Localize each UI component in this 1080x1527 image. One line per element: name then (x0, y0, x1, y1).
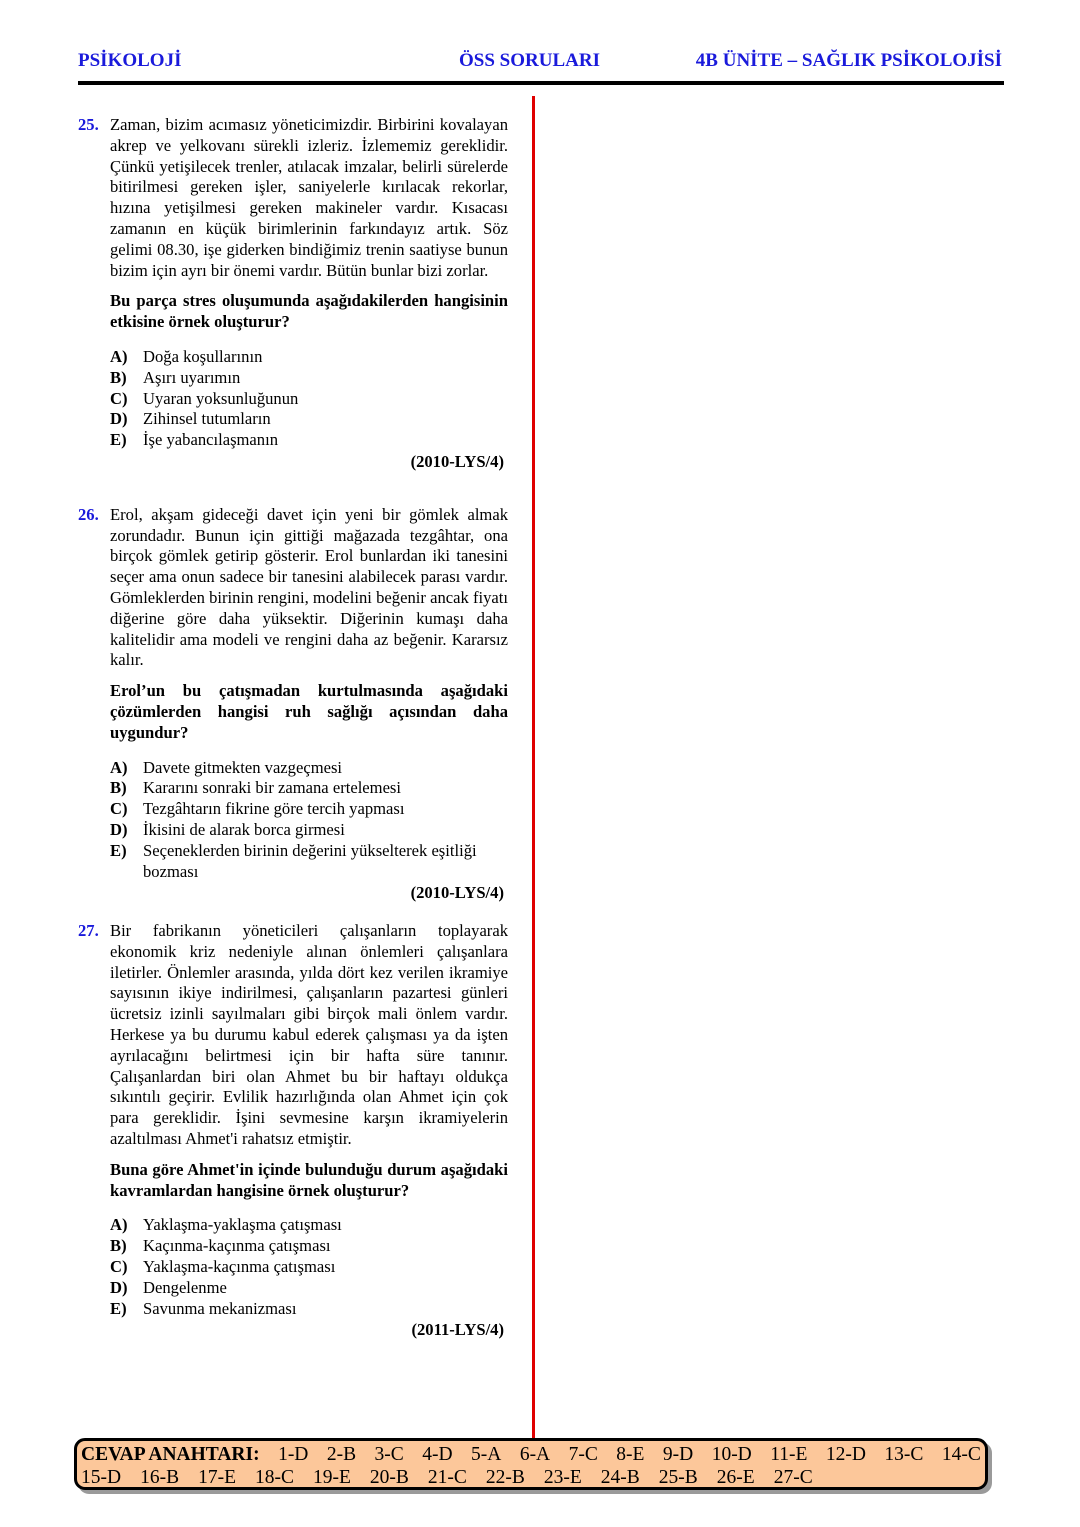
option-text: Kaçınma-kaçınma çatışması (143, 1236, 331, 1256)
question-source: (2011-LYS/4) (411, 1320, 504, 1340)
option-letter: C) (110, 799, 128, 819)
option-c (110, 389, 508, 410)
options-list (110, 1215, 508, 1319)
option-b (110, 778, 508, 799)
option-letter: B) (110, 367, 127, 387)
answer-item: 11-E (770, 1444, 808, 1465)
answer-key-row-1 (81, 1443, 981, 1466)
option-text: Davete gitmekten vazgeçmesi (143, 757, 343, 777)
answer-item: 20-B (369, 1467, 409, 1488)
answer-item: 4-D (422, 1444, 453, 1465)
option-letter: B) (110, 778, 127, 798)
question-26 (78, 505, 508, 904)
option-letter: D) (110, 1277, 128, 1297)
answer-item: 8-E (616, 1444, 645, 1465)
option-text: Savunma mekanizması (143, 1298, 297, 1318)
answer-item: 9-D (662, 1444, 694, 1465)
question-25 (78, 115, 508, 473)
page-header (78, 50, 1002, 78)
answer-item: 1-D (278, 1444, 309, 1465)
option-letter: E) (110, 1298, 127, 1318)
answer-item: 22-B (485, 1467, 525, 1488)
option-d (110, 409, 508, 430)
answer-item: 7-C (568, 1444, 598, 1465)
answer-item: 26-E (716, 1467, 755, 1488)
answer-item: 3-C (374, 1444, 404, 1465)
answer-item: 6-A (519, 1444, 551, 1465)
option-text: Doğa koşullarının (143, 346, 263, 366)
option-text: Yaklaşma-kaçınma çatışması (143, 1257, 336, 1277)
question-text: Bir fabrikanın yöneticileri çalışanların toplayarak ekonomik kriz nedeniyle alınan önlemleri çalışanlara iletirler. Önlemler arasında, yılda dört kez verilen ikramiye sayısının ikiye indirilmesi, çalışanların pazartesi günleri ücretsiz izinli sayılmaları gibi birçok mali önlem vardır. Herkese ya bu durumu kabul ederek çalışması ya da işten ayrılacağını belirtmesi için bir hafta süre tanınır. Çalışanlardan biri olan Ahmet bu bir haftayı oldukça sıkıntılı geçirir. Evlilik hazırlığında olan Ahmet için çok para gereklidir. İşini sevmesine karşın ikramiyelerin azaltılması Ahmet'i rahatsız etmiştir. (110, 921, 508, 1149)
question-text: Erol, akşam gideceği davet için yeni bir gömlek almak zorundadır. Bunun için gittiği mağazada tezgâhtar, ona birçok gömlek getirip gösterir. Erol bunlardan iki tanesini seçer ama onun sadece bir tanesini alabilecek parası vardır. Gömleklerden birinin rengini, modelini beğenir ancak fiyatı diğerine göre daha yüksektir. Diğerinin kumaşı daha kalitelidir ama modeli ve rengini daha az beğenir. Kararsız kalır. (110, 504, 508, 670)
answer-item: 24-B (600, 1467, 640, 1488)
option-letter: D) (110, 409, 128, 429)
options-list (110, 758, 508, 883)
answer-key-title: CEVAP ANAHTARI: (81, 1444, 260, 1465)
question-prompt: Erol’un bu çatışmadan kurtulmasında aşağıdaki çözümlerden hangisi ruh sağlığı açısından daha uygundur? (110, 681, 508, 742)
answer-item: 21-C (427, 1467, 467, 1488)
option-letter: A) (110, 757, 128, 777)
question-number: 26. (78, 504, 99, 524)
option-e (110, 841, 508, 883)
answer-item: 12-D (825, 1444, 866, 1465)
answer-item: 2-B (326, 1444, 357, 1465)
question-number: 27. (78, 921, 99, 941)
column-divider (532, 96, 535, 1439)
option-letter: D) (110, 819, 128, 839)
option-text: Kararını sonraki bir zamana ertelemesi (143, 778, 402, 798)
answer-key-box (74, 1438, 988, 1490)
answer-item: 19-E (312, 1467, 351, 1488)
option-text: Tezgâhtarın fikrine göre tercih yapması (143, 799, 405, 819)
option-d (110, 820, 508, 841)
option-b (110, 368, 508, 389)
answer-item: 14-C (941, 1444, 981, 1465)
answer-item: 16-B (140, 1467, 180, 1488)
option-a (110, 1215, 508, 1236)
question-text: Zaman, bizim acımasız yöneticimizdir. Birbirini kovalayan akrep ve yelkovanı sürekli izleriz. İzlememiz gereklidir. Çünkü yetişilecek trenler, atılacak imzalar, belirli sürelerde bitirilmesi gereken işler, saniyelerle kırılacak rekorlar, hızına yetişilmesi gereken makineler vardır. Kısacası zamanın en küçük birimlerinin farkındayız artık. Söz gelimi 08.30, işe giderken bindiğimiz trenin saatiyse bunun bizim için ayrı bir önemi vardır. Bütün bunlar bizi zorlar. (110, 115, 508, 280)
question-number: 25. (78, 115, 99, 134)
option-text: Yaklaşma-yaklaşma çatışması (143, 1215, 342, 1235)
answer-item: 17-E (198, 1467, 236, 1488)
option-c (110, 1257, 508, 1278)
question-27 (78, 921, 508, 1341)
answer-item: 10-D (711, 1444, 752, 1465)
answer-key-row-2 (81, 1466, 981, 1489)
answer-item: 25-B (658, 1467, 698, 1488)
question-prompt: Bu parça stres oluşumunda aşağıdakilerden hangisinin etkisine örnek oluşturur? (110, 291, 508, 332)
option-text: Uyaran yoksunluğunun (143, 388, 299, 408)
question-source: (2010-LYS/4) (410, 451, 504, 471)
question-source: (2010-LYS/4) (410, 883, 504, 903)
option-a (110, 758, 508, 779)
option-text: Dengelenme (143, 1277, 227, 1297)
header-unit: 4B ÜNİTE – SAĞLIK PSİKOLOJİSİ (695, 50, 1002, 71)
answer-item: 5-A (471, 1444, 502, 1465)
option-text: Seçeneklerden birinin değerini yükselterek eşitliği bozması (143, 840, 477, 881)
option-b (110, 1236, 508, 1257)
option-d (110, 1278, 508, 1299)
option-text: İşe yabancılaşmanın (143, 430, 279, 450)
option-letter: C) (110, 388, 128, 408)
header-subject: PSİKOLOJİ (78, 50, 182, 71)
option-e (110, 430, 508, 451)
option-letter: A) (110, 1215, 128, 1235)
answer-item: 23-E (543, 1467, 582, 1488)
option-letter: E) (110, 840, 127, 860)
questions-column (78, 115, 508, 1341)
question-prompt: Buna göre Ahmet'in içinde bulunduğu durum aşağıdaki kavramlardan hangisine örnek oluşturur? (110, 1159, 508, 1200)
answer-item: 18-C (254, 1467, 294, 1488)
header-rule (78, 81, 1004, 85)
options-list (110, 347, 508, 451)
header-section: ÖSS SORULARI (459, 50, 600, 71)
option-letter: E) (110, 430, 127, 450)
option-letter: C) (110, 1257, 128, 1277)
option-text: Aşırı uyarımın (143, 367, 241, 387)
answer-item: 15-D (81, 1467, 122, 1488)
option-e (110, 1299, 508, 1320)
option-text: İkisini de alarak borca girmesi (143, 819, 345, 839)
option-letter: A) (110, 346, 128, 366)
option-text: Zihinsel tutumların (143, 409, 271, 429)
answer-item: 13-C (884, 1444, 924, 1465)
option-a (110, 347, 508, 368)
option-letter: B) (110, 1236, 127, 1256)
answer-item: 27-C (773, 1467, 813, 1488)
option-c (110, 799, 508, 820)
